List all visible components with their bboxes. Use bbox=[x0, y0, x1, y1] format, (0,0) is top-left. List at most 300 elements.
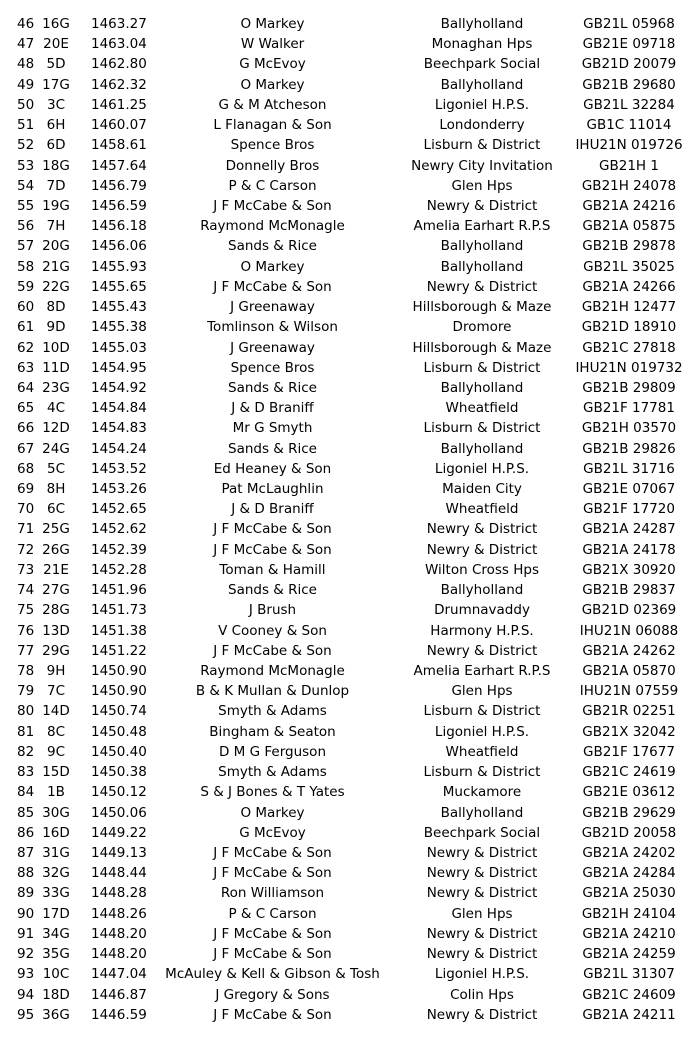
club-cell: Ligoniel H.P.S. bbox=[434, 966, 530, 983]
ring-number-cell: GB21L 05968 bbox=[583, 16, 675, 32]
pen-ref-cell: 17D bbox=[42, 905, 70, 922]
position-cell: 57 bbox=[17, 238, 35, 255]
ring-number-cell: GB21L 35025 bbox=[583, 258, 675, 275]
position-cell: 76 bbox=[17, 622, 35, 639]
fancier-name-cell: J F McCabe & Son bbox=[213, 278, 332, 295]
pen-ref-cell: 27G bbox=[42, 582, 70, 599]
fancier-name-cell: J & D Braniff bbox=[231, 501, 314, 518]
position-cell: 65 bbox=[17, 400, 35, 417]
fancier-name-cell: J Greenaway bbox=[230, 339, 315, 356]
ring-number-cell: GB21R 02251 bbox=[582, 703, 676, 720]
pen-ref-cell: 33G bbox=[42, 885, 70, 902]
club-cell: Amelia Earhart R.P.S bbox=[413, 218, 551, 235]
position-cell: 95 bbox=[17, 1006, 35, 1023]
position-cell: 79 bbox=[17, 683, 35, 700]
fancier-name-cell: J Brush bbox=[248, 602, 297, 619]
position-cell: 89 bbox=[17, 885, 35, 902]
position-cell: 81 bbox=[17, 723, 35, 740]
position-cell: 58 bbox=[17, 258, 35, 275]
velocity-cell: 1446.59 bbox=[91, 1006, 147, 1023]
velocity-cell: 1453.26 bbox=[91, 481, 147, 498]
velocity-cell: 1456.59 bbox=[91, 197, 147, 214]
fancier-name-cell: J F McCabe & Son bbox=[213, 1006, 332, 1023]
position-cell: 52 bbox=[17, 137, 35, 154]
velocity-cell: 1449.22 bbox=[91, 824, 147, 841]
ring-number-cell: GB21E 07067 bbox=[582, 481, 676, 498]
fancier-name-cell: Spence Bros bbox=[230, 359, 315, 376]
velocity-cell: 1456.79 bbox=[91, 177, 147, 194]
velocity-cell: 1455.43 bbox=[91, 299, 147, 316]
club-cell: Newry & District bbox=[426, 521, 538, 538]
velocity-cell: 1450.12 bbox=[91, 784, 147, 801]
table-row bbox=[0, 843, 695, 863]
pen-ref-cell: 23G bbox=[42, 379, 70, 396]
fancier-name-cell: Tomlinson & Wilson bbox=[207, 319, 338, 336]
pen-ref-cell: 13D bbox=[42, 622, 70, 639]
pen-ref-cell: 22G bbox=[42, 278, 70, 295]
position-cell: 63 bbox=[17, 359, 35, 376]
pen-ref-cell: 29G bbox=[42, 642, 70, 659]
ring-number-cell: GB21B 29629 bbox=[582, 804, 676, 821]
ring-number-cell: GB21D 20079 bbox=[581, 56, 677, 73]
pen-ref-cell: 28G bbox=[42, 602, 70, 619]
fancier-name-cell: W Walker bbox=[240, 36, 305, 53]
position-cell: 48 bbox=[17, 56, 35, 73]
table-row bbox=[0, 75, 695, 95]
position-cell: 80 bbox=[17, 703, 35, 720]
position-cell: 47 bbox=[17, 36, 35, 53]
velocity-cell: 1453.52 bbox=[91, 460, 147, 477]
ring-number-cell: GB21B 29837 bbox=[582, 582, 676, 599]
pen-ref-cell: 19G bbox=[42, 197, 70, 214]
velocity-cell: 1448.44 bbox=[91, 865, 147, 882]
table-row bbox=[0, 257, 695, 277]
club-cell: Wheatfield bbox=[445, 743, 519, 760]
table-row bbox=[0, 904, 695, 924]
table-row bbox=[0, 135, 695, 155]
velocity-cell: 1455.65 bbox=[91, 278, 147, 295]
club-cell: Ligoniel H.P.S. bbox=[434, 723, 530, 740]
club-cell: Ballyholland bbox=[440, 16, 524, 32]
pen-ref-cell: 8H bbox=[46, 481, 66, 498]
velocity-cell: 1456.06 bbox=[91, 238, 147, 255]
club-cell: Newry & District bbox=[426, 642, 538, 659]
club-cell: Newry & District bbox=[426, 197, 538, 214]
club-cell: Glen Hps bbox=[451, 905, 513, 922]
velocity-cell: 1450.74 bbox=[91, 703, 147, 720]
ring-number-cell: GB21H 24104 bbox=[581, 905, 677, 922]
club-cell: Londonderry bbox=[439, 117, 525, 134]
pen-ref-cell: 16D bbox=[42, 824, 70, 841]
ring-number-cell: GB21A 24210 bbox=[582, 925, 676, 942]
pen-ref-cell: 3C bbox=[46, 96, 65, 113]
position-cell: 70 bbox=[17, 501, 35, 518]
pen-ref-cell: 11D bbox=[42, 359, 70, 376]
table-row bbox=[0, 580, 695, 600]
ring-number-cell: IHU21N 06088 bbox=[579, 622, 679, 639]
club-cell: Drumnavaddy bbox=[434, 602, 530, 619]
club-cell: Newry & District bbox=[426, 278, 538, 295]
ring-number-cell: GB21E 03612 bbox=[582, 784, 676, 801]
ring-number-cell: GB21B 29680 bbox=[582, 76, 676, 93]
club-cell: Wheatfield bbox=[445, 400, 519, 417]
table-row bbox=[0, 34, 695, 54]
club-cell: Maiden City bbox=[442, 481, 522, 498]
table-row bbox=[0, 944, 695, 964]
fancier-name-cell: B & K Mullan & Dunlop bbox=[195, 683, 350, 700]
position-cell: 92 bbox=[17, 946, 35, 963]
position-cell: 53 bbox=[17, 157, 35, 174]
position-cell: 61 bbox=[17, 319, 35, 336]
ring-number-cell: GB21C 27818 bbox=[582, 339, 676, 356]
table-row bbox=[0, 782, 695, 802]
fancier-name-cell: J F McCabe & Son bbox=[213, 197, 332, 214]
velocity-cell: 1450.06 bbox=[91, 804, 147, 821]
table-row bbox=[0, 883, 695, 903]
velocity-cell: 1446.87 bbox=[91, 986, 147, 1003]
pen-ref-cell: 8D bbox=[46, 299, 66, 316]
table-row bbox=[0, 176, 695, 196]
velocity-cell: 1448.20 bbox=[91, 925, 147, 942]
velocity-cell: 1452.28 bbox=[91, 561, 147, 578]
table-row bbox=[0, 823, 695, 843]
table-row bbox=[0, 641, 695, 661]
position-cell: 56 bbox=[17, 218, 35, 235]
velocity-cell: 1454.83 bbox=[91, 420, 147, 437]
position-cell: 66 bbox=[17, 420, 35, 437]
club-cell: Ballyholland bbox=[440, 804, 524, 821]
fancier-name-cell: P & C Carson bbox=[228, 905, 317, 922]
position-cell: 49 bbox=[17, 76, 35, 93]
velocity-cell: 1463.27 bbox=[91, 16, 147, 32]
fancier-name-cell: J F McCabe & Son bbox=[213, 642, 332, 659]
ring-number-cell: GB21L 31307 bbox=[583, 966, 675, 983]
club-cell: Beechpark Social bbox=[423, 824, 541, 841]
pen-ref-cell: 10D bbox=[42, 339, 70, 356]
fancier-name-cell: O Markey bbox=[240, 258, 305, 275]
velocity-cell: 1448.26 bbox=[91, 905, 147, 922]
velocity-cell: 1462.32 bbox=[91, 76, 147, 93]
club-cell: Ligoniel H.P.S. bbox=[434, 96, 530, 113]
club-cell: Ballyholland bbox=[440, 582, 524, 599]
table-row bbox=[0, 459, 695, 479]
ring-number-cell: GB1C 11014 bbox=[586, 117, 672, 134]
velocity-cell: 1454.95 bbox=[91, 359, 147, 376]
ring-number-cell: GB21B 29826 bbox=[582, 440, 676, 457]
pen-ref-cell: 9H bbox=[46, 663, 66, 679]
fancier-name-cell: L Flanagan & Son bbox=[213, 117, 332, 134]
ring-number-cell: IHU21N 019732 bbox=[575, 359, 683, 376]
table-row bbox=[0, 95, 695, 115]
pen-ref-cell: 7C bbox=[46, 683, 65, 700]
ring-number-cell: GB21A 05875 bbox=[582, 218, 676, 235]
ring-number-cell: GB21X 30920 bbox=[582, 561, 676, 578]
pen-ref-cell: 18D bbox=[42, 986, 70, 1003]
club-cell: Newry & District bbox=[426, 925, 538, 942]
pen-ref-cell: 15D bbox=[42, 764, 70, 781]
position-cell: 51 bbox=[17, 117, 35, 134]
table-row bbox=[0, 216, 695, 236]
ring-number-cell: GB21H 03570 bbox=[581, 420, 677, 437]
pen-ref-cell: 12D bbox=[42, 420, 70, 437]
velocity-cell: 1451.73 bbox=[91, 602, 147, 619]
ring-number-cell: GB21A 24266 bbox=[582, 278, 676, 295]
ring-number-cell: GB21A 24262 bbox=[582, 642, 676, 659]
table-row bbox=[0, 115, 695, 135]
pen-ref-cell: 21G bbox=[42, 258, 70, 275]
pen-ref-cell: 9D bbox=[46, 319, 66, 336]
position-cell: 78 bbox=[17, 663, 35, 679]
ring-number-cell: IHU21N 019726 bbox=[575, 137, 683, 154]
velocity-cell: 1458.61 bbox=[91, 137, 147, 154]
pen-ref-cell: 8C bbox=[46, 723, 65, 740]
velocity-cell: 1454.92 bbox=[91, 379, 147, 396]
fancier-name-cell: Toman & Hamill bbox=[219, 561, 326, 578]
club-cell: Ballyholland bbox=[440, 76, 524, 93]
pen-ref-cell: 20E bbox=[43, 36, 69, 53]
table-row bbox=[0, 701, 695, 721]
ring-number-cell: GB21B 29878 bbox=[582, 238, 676, 255]
position-cell: 84 bbox=[17, 784, 35, 801]
velocity-cell: 1461.25 bbox=[91, 96, 147, 113]
velocity-cell: 1450.38 bbox=[91, 764, 147, 781]
ring-number-cell: GB21H 12477 bbox=[581, 299, 677, 316]
fancier-name-cell: Sands & Rice bbox=[228, 379, 317, 396]
fancier-name-cell: V Cooney & Son bbox=[218, 622, 327, 639]
velocity-cell: 1450.48 bbox=[91, 723, 147, 740]
table-row bbox=[0, 519, 695, 539]
fancier-name-cell: Raymond McMonagle bbox=[200, 218, 345, 235]
results-table bbox=[0, 14, 695, 1025]
table-row bbox=[0, 358, 695, 378]
club-cell: Lisburn & District bbox=[423, 359, 541, 376]
ring-number-cell: GB21X 32042 bbox=[582, 723, 676, 740]
velocity-cell: 1447.04 bbox=[91, 966, 147, 983]
ring-number-cell: GB21H 1 bbox=[599, 157, 659, 174]
velocity-cell: 1450.40 bbox=[91, 743, 147, 760]
ring-number-cell: GB21F 17781 bbox=[583, 400, 675, 417]
position-cell: 64 bbox=[17, 379, 35, 396]
table-row bbox=[0, 803, 695, 823]
ring-number-cell: GB21A 24287 bbox=[582, 521, 676, 538]
club-cell: Lisburn & District bbox=[423, 703, 541, 720]
position-cell: 87 bbox=[17, 844, 35, 861]
table-row bbox=[0, 156, 695, 176]
fancier-name-cell: McAuley & Kell & Gibson & Tosh bbox=[165, 966, 380, 983]
ring-number-cell: GB21B 29809 bbox=[582, 379, 676, 396]
pen-ref-cell: 24G bbox=[42, 440, 70, 457]
table-row bbox=[0, 378, 695, 398]
pen-ref-cell: 21E bbox=[43, 561, 69, 578]
club-cell: Lisburn & District bbox=[423, 764, 541, 781]
velocity-cell: 1451.96 bbox=[91, 582, 147, 599]
pen-ref-cell: 1B bbox=[47, 784, 65, 801]
velocity-cell: 1452.65 bbox=[91, 501, 147, 518]
pen-ref-cell: 32G bbox=[42, 865, 70, 882]
fancier-name-cell: Bingham & Seaton bbox=[209, 723, 336, 740]
fancier-name-cell: J F McCabe & Son bbox=[213, 844, 332, 861]
ring-number-cell: GB21E 09718 bbox=[582, 36, 676, 53]
pen-ref-cell: 16G bbox=[42, 16, 70, 32]
position-cell: 91 bbox=[17, 925, 35, 942]
table-row bbox=[0, 499, 695, 519]
fancier-name-cell: J F McCabe & Son bbox=[213, 541, 332, 558]
velocity-cell: 1457.64 bbox=[91, 157, 147, 174]
ring-number-cell: GB21A 24178 bbox=[582, 541, 676, 558]
table-row bbox=[0, 762, 695, 782]
club-cell: Newry & District bbox=[426, 1006, 538, 1023]
club-cell: Glen Hps bbox=[451, 177, 513, 194]
club-cell: Wilton Cross Hps bbox=[424, 561, 539, 578]
pen-ref-cell: 35G bbox=[42, 946, 70, 963]
table-row bbox=[0, 722, 695, 742]
velocity-cell: 1450.90 bbox=[91, 683, 147, 700]
ring-number-cell: GB21A 05870 bbox=[582, 663, 676, 679]
table-row bbox=[0, 600, 695, 620]
ring-number-cell: GB21F 17677 bbox=[583, 743, 675, 760]
club-cell: Newry & District bbox=[426, 885, 538, 902]
position-cell: 82 bbox=[17, 743, 35, 760]
fancier-name-cell: Ron Williamson bbox=[220, 885, 325, 902]
pen-ref-cell: 6D bbox=[46, 137, 66, 154]
ring-number-cell: GB21F 17720 bbox=[583, 501, 675, 518]
club-cell: Monaghan Hps bbox=[431, 36, 533, 53]
fancier-name-cell: J F McCabe & Son bbox=[213, 521, 332, 538]
pen-ref-cell: 4C bbox=[46, 400, 65, 417]
club-cell: Ligoniel H.P.S. bbox=[434, 460, 530, 477]
position-cell: 69 bbox=[17, 481, 35, 498]
pen-ref-cell: 26G bbox=[42, 541, 70, 558]
ring-number-cell: GB21L 31716 bbox=[583, 460, 675, 477]
position-cell: 74 bbox=[17, 582, 35, 599]
table-row bbox=[0, 297, 695, 317]
velocity-cell: 1462.80 bbox=[91, 56, 147, 73]
velocity-cell: 1455.38 bbox=[91, 319, 147, 336]
pen-ref-cell: 5D bbox=[46, 56, 66, 73]
position-cell: 71 bbox=[17, 521, 35, 538]
fancier-name-cell: O Markey bbox=[240, 16, 305, 32]
position-cell: 46 bbox=[17, 16, 35, 32]
ring-number-cell: GB21A 24216 bbox=[582, 197, 676, 214]
fancier-name-cell: J F McCabe & Son bbox=[213, 925, 332, 942]
fancier-name-cell: O Markey bbox=[240, 804, 305, 821]
position-cell: 59 bbox=[17, 278, 35, 295]
ring-number-cell: GB21D 02369 bbox=[581, 602, 677, 619]
club-cell: Ballyholland bbox=[440, 258, 524, 275]
fancier-name-cell: Spence Bros bbox=[230, 137, 315, 154]
fancier-name-cell: Pat McLaughlin bbox=[221, 481, 324, 498]
pen-ref-cell: 7D bbox=[46, 177, 66, 194]
fancier-name-cell: Donnelly Bros bbox=[225, 157, 320, 174]
ring-number-cell: GB21D 20058 bbox=[581, 824, 677, 841]
fancier-name-cell: J F McCabe & Son bbox=[213, 865, 332, 882]
club-cell: Harmony H.P.S. bbox=[430, 622, 534, 639]
table-row bbox=[0, 560, 695, 580]
ring-number-cell: GB21A 24211 bbox=[582, 1006, 676, 1023]
pen-ref-cell: 30G bbox=[42, 804, 70, 821]
club-cell: Newry & District bbox=[426, 844, 538, 861]
table-row bbox=[0, 439, 695, 459]
fancier-name-cell: Smyth & Adams bbox=[218, 703, 327, 720]
velocity-cell: 1455.93 bbox=[91, 258, 147, 275]
position-cell: 90 bbox=[17, 905, 35, 922]
velocity-cell: 1456.18 bbox=[91, 218, 147, 235]
position-cell: 68 bbox=[17, 460, 35, 477]
velocity-cell: 1448.28 bbox=[91, 885, 147, 902]
velocity-cell: 1455.03 bbox=[91, 339, 147, 356]
pen-ref-cell: 7H bbox=[46, 218, 66, 235]
pen-ref-cell: 25G bbox=[42, 521, 70, 538]
fancier-name-cell: Sands & Rice bbox=[228, 582, 317, 599]
club-cell: Beechpark Social bbox=[423, 56, 541, 73]
club-cell: Muckamore bbox=[442, 784, 522, 801]
club-cell: Newry & District bbox=[426, 865, 538, 882]
position-cell: 85 bbox=[17, 804, 35, 821]
fancier-name-cell: G & M Atcheson bbox=[218, 96, 327, 113]
fancier-name-cell: J & D Braniff bbox=[231, 400, 314, 417]
velocity-cell: 1450.90 bbox=[91, 663, 147, 679]
ring-number-cell: GB21A 25030 bbox=[582, 885, 676, 902]
table-row bbox=[0, 14, 695, 34]
position-cell: 67 bbox=[17, 440, 35, 457]
velocity-cell: 1449.13 bbox=[91, 844, 147, 861]
pen-ref-cell: 20G bbox=[42, 238, 70, 255]
table-row bbox=[0, 317, 695, 337]
position-cell: 55 bbox=[17, 197, 35, 214]
velocity-cell: 1454.84 bbox=[91, 400, 147, 417]
club-cell: Newry City Invitation bbox=[411, 157, 553, 174]
velocity-cell: 1460.07 bbox=[91, 117, 147, 134]
position-cell: 54 bbox=[17, 177, 35, 194]
pen-ref-cell: 18G bbox=[42, 157, 70, 174]
position-cell: 73 bbox=[17, 561, 35, 578]
ring-number-cell: GB21A 24284 bbox=[582, 865, 676, 882]
position-cell: 75 bbox=[17, 602, 35, 619]
table-row bbox=[0, 277, 695, 297]
club-cell: Newry & District bbox=[426, 946, 538, 963]
pen-ref-cell: 36G bbox=[42, 1006, 70, 1023]
fancier-name-cell: Sands & Rice bbox=[228, 238, 317, 255]
pen-ref-cell: 17G bbox=[42, 76, 70, 93]
pen-ref-cell: 34G bbox=[42, 925, 70, 942]
pen-ref-cell: 31G bbox=[42, 844, 70, 861]
club-cell: Ballyholland bbox=[440, 379, 524, 396]
fancier-name-cell: J F McCabe & Son bbox=[213, 946, 332, 963]
club-cell: Colin Hps bbox=[450, 986, 514, 1003]
velocity-cell: 1463.04 bbox=[91, 36, 147, 53]
position-cell: 77 bbox=[17, 642, 35, 659]
velocity-cell: 1451.22 bbox=[91, 642, 147, 659]
position-cell: 94 bbox=[17, 986, 35, 1003]
fancier-name-cell: G McEvoy bbox=[239, 824, 306, 841]
club-cell: Hillsborough & Maze bbox=[412, 299, 552, 316]
club-cell: Ballyholland bbox=[440, 440, 524, 457]
position-cell: 86 bbox=[17, 824, 35, 841]
club-cell: Glen Hps bbox=[451, 683, 513, 700]
table-row bbox=[0, 540, 695, 560]
position-cell: 83 bbox=[17, 764, 35, 781]
position-cell: 50 bbox=[17, 96, 35, 113]
table-row bbox=[0, 621, 695, 641]
club-cell: Lisburn & District bbox=[423, 137, 541, 154]
velocity-cell: 1451.38 bbox=[91, 622, 147, 639]
pen-ref-cell: 10C bbox=[42, 966, 70, 983]
position-cell: 62 bbox=[17, 339, 35, 356]
table-row bbox=[0, 418, 695, 438]
table-row bbox=[0, 681, 695, 701]
position-cell: 93 bbox=[17, 966, 35, 983]
table-row bbox=[0, 742, 695, 762]
